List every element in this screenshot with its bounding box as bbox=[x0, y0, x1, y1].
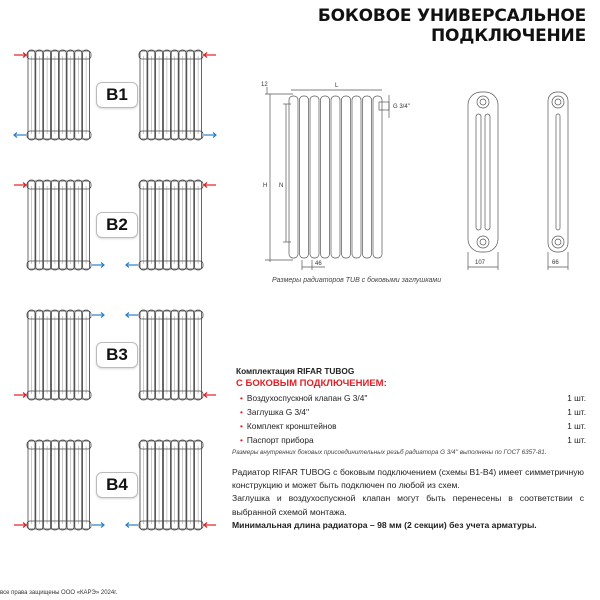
radiator-left bbox=[14, 308, 104, 407]
thread-fitting bbox=[379, 102, 389, 110]
description bbox=[232, 466, 584, 532]
dim-107: 107 bbox=[475, 260, 486, 266]
scheme-label: B1 bbox=[96, 82, 138, 108]
radiator-section bbox=[310, 96, 319, 258]
radiator-right bbox=[126, 438, 216, 537]
bullet-icon: • bbox=[240, 407, 243, 417]
thread-note: Размеры внутренних боковых присоединительных резьб радиатора G 3/4'' выполнены по ГОСТ 6357-81. bbox=[232, 449, 547, 456]
radiator-section bbox=[300, 96, 309, 258]
side-view-107 bbox=[468, 92, 498, 270]
scheme-label: B2 bbox=[96, 212, 138, 238]
scheme-b4 bbox=[0, 438, 235, 548]
radiator-right bbox=[126, 178, 216, 277]
radiator-right bbox=[126, 48, 216, 147]
scheme-label: B4 bbox=[96, 472, 138, 498]
kit-item: • Паспорт прибора 1 шт. bbox=[240, 435, 586, 445]
kit-item-qty: 1 шт. bbox=[567, 407, 586, 417]
radiator-left bbox=[14, 178, 104, 277]
kit-heading: Комплектация RIFAR TUBOG bbox=[236, 366, 355, 376]
supply-arrow-icon bbox=[14, 183, 26, 188]
return-arrow-icon bbox=[92, 523, 104, 528]
radiator-section bbox=[331, 96, 340, 258]
copyright: все права защищены ООО «КАРЭ» 2024г. bbox=[0, 590, 118, 596]
side-view-66 bbox=[548, 92, 568, 270]
radiator-section bbox=[352, 96, 361, 258]
scheme-b1 bbox=[0, 48, 235, 158]
dim-66: 66 bbox=[552, 260, 559, 266]
radiator-section bbox=[342, 96, 351, 258]
kit-subheading: С БОКОВЫМ ПОДКЛЮЧЕНИЕМ: bbox=[236, 378, 387, 389]
bullet-icon: • bbox=[240, 435, 243, 445]
dim-12: 12 bbox=[261, 82, 268, 88]
dim-H: H bbox=[263, 183, 268, 189]
scheme-b2 bbox=[0, 178, 235, 288]
scheme-label: B3 bbox=[96, 342, 138, 368]
supply-arrow-icon bbox=[204, 523, 216, 528]
radiator-right bbox=[126, 308, 216, 407]
radiator-section bbox=[373, 96, 382, 258]
supply-arrow-icon bbox=[204, 183, 216, 188]
dimension-drawing bbox=[255, 82, 600, 282]
front-view bbox=[265, 87, 389, 270]
dim-thread: G 3/4'' bbox=[393, 104, 410, 110]
page-title: БОКОВОЕ УНИВЕРСАЛЬНОЕ ПОДКЛЮЧЕНИЕ bbox=[317, 6, 586, 46]
return-arrow-icon bbox=[204, 133, 216, 138]
kit-item-qty: 1 шт. bbox=[567, 421, 586, 431]
return-arrow-icon bbox=[92, 313, 104, 318]
bullet-icon: • bbox=[240, 421, 243, 431]
supply-arrow-icon bbox=[204, 393, 216, 398]
min-length-note: Минимальная длина радиатора – 98 мм (2 секции) без учета арматуры. bbox=[232, 519, 537, 530]
supply-arrow-icon bbox=[14, 523, 26, 528]
bullet-icon: • bbox=[240, 393, 243, 403]
kit-item: • Комплект кронштейнов 1 шт. bbox=[240, 421, 586, 431]
return-arrow-icon bbox=[92, 263, 104, 268]
return-arrow-icon bbox=[126, 263, 138, 268]
supply-arrow-icon bbox=[14, 53, 26, 58]
description-paragraph: Радиатор RIFAR TUBOG с боковым подключением (схемы B1-B4) имеет симметричную конструкцию и может быть подключен по любой из схем. bbox=[232, 467, 584, 491]
kit-item-qty: 1 шт. bbox=[567, 393, 586, 403]
description-paragraph: Заглушка и воздухоспускной клапан могут быть перенесены в соответствии с выбранной схемой монтажа. bbox=[232, 493, 584, 517]
kit-item: • Воздухоспускной клапан G 3/4'' 1 шт. bbox=[240, 393, 586, 403]
radiator-left bbox=[14, 438, 104, 537]
return-arrow-icon bbox=[126, 523, 138, 528]
supply-arrow-icon bbox=[14, 393, 26, 398]
dim-46: 46 bbox=[315, 261, 322, 267]
dim-N: N bbox=[279, 183, 284, 189]
return-arrow-icon bbox=[14, 133, 26, 138]
kit-item-qty: 1 шт. bbox=[567, 435, 586, 445]
scheme-b3 bbox=[0, 308, 235, 418]
supply-arrow-icon bbox=[204, 53, 216, 58]
dim-L: L bbox=[335, 83, 339, 89]
radiator-section bbox=[363, 96, 372, 258]
kit-item: • Заглушка G 3/4'' 1 шт. bbox=[240, 407, 586, 417]
radiator-section bbox=[289, 96, 298, 258]
radiator-section bbox=[321, 96, 330, 258]
radiator-left bbox=[14, 48, 104, 147]
drawing-caption: Размеры радиаторов TUB с боковыми заглушками bbox=[272, 277, 442, 284]
kit-list bbox=[236, 366, 586, 445]
return-arrow-icon bbox=[126, 313, 138, 318]
